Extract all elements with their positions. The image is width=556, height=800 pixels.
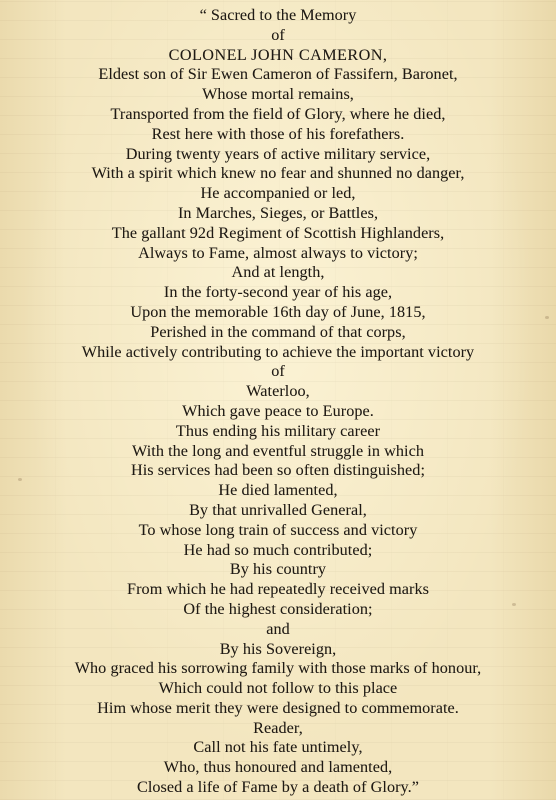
- inscription-line: Closed a life of Fame by a death of Glory.”: [136, 778, 420, 797]
- inscription-line: Call not his fate untimely,: [193, 738, 363, 757]
- inscription-line: of: [271, 25, 285, 44]
- inscription-line: He had so much contributed;: [183, 540, 373, 559]
- inscription-line: Which gave peace to Europe.: [182, 401, 374, 420]
- inscription-line: of: [271, 362, 285, 381]
- inscription-line: Who graced his sorrowing family with those marks of honour,: [74, 659, 482, 678]
- inscription-line: Which could not follow to this place: [158, 679, 398, 698]
- inscription-line: His services had been so often distinguished;: [130, 461, 426, 480]
- inscription-line: The gallant 92d Regiment of Scottish Highlanders,: [111, 223, 445, 242]
- memorial-inscription: [0, 6, 556, 798]
- inscription-line: and: [266, 619, 290, 638]
- inscription-line: By his Sovereign,: [219, 639, 337, 658]
- inscription-line: In Marches, Sieges, or Battles,: [177, 203, 379, 222]
- memorial-name: COLONEL JOHN CAMERON,: [168, 45, 388, 64]
- inscription-line: In the forty-second year of his age,: [163, 283, 393, 302]
- inscription-line: Of the highest consideration;: [183, 599, 373, 618]
- inscription-line: Waterloo,: [246, 382, 310, 401]
- inscription-line: During twenty years of active military service,: [125, 144, 431, 163]
- inscription-line: Always to Fame, almost always to victory;: [138, 243, 418, 262]
- inscription-line: Eldest son of Sir Ewen Cameron of Fassifern, Baronet,: [98, 65, 458, 84]
- inscription-line: Rest here with those of his forefathers.: [151, 124, 405, 143]
- inscription-line: And at length,: [231, 263, 325, 282]
- inscription-line: To whose long train of success and victory: [138, 520, 418, 539]
- inscription-line: By that unrivalled General,: [189, 500, 367, 519]
- inscription-line: “ Sacred to the Memory: [199, 6, 357, 24]
- inscription-line: By his country: [229, 560, 327, 579]
- inscription-line: From which he had repeatedly received marks: [127, 580, 429, 599]
- inscription-line: Him whose merit they were designed to commemorate.: [97, 698, 459, 717]
- inscription-line: Who, thus honoured and lamented,: [163, 758, 393, 777]
- inscription-line: With a spirit which knew no fear and shunned no danger,: [91, 164, 465, 183]
- inscription-line: Reader,: [253, 718, 303, 737]
- inscription-line: Perished in the command of that corps,: [150, 322, 406, 341]
- inscription-line: He died lamented,: [218, 481, 338, 500]
- inscription-line: Upon the memorable 16th day of June, 1815,: [130, 302, 426, 321]
- inscription-line: Thus ending his military career: [175, 421, 381, 440]
- inscription-line: Whose mortal remains,: [202, 85, 354, 104]
- inscription-line: He accompanied or led,: [200, 184, 356, 203]
- inscription-line: While actively contributing to achieve the important victory: [81, 342, 475, 361]
- inscription-line: With the long and eventful struggle in which: [132, 441, 424, 460]
- inscription-line: Transported from the field of Glory, where he died,: [110, 104, 446, 123]
